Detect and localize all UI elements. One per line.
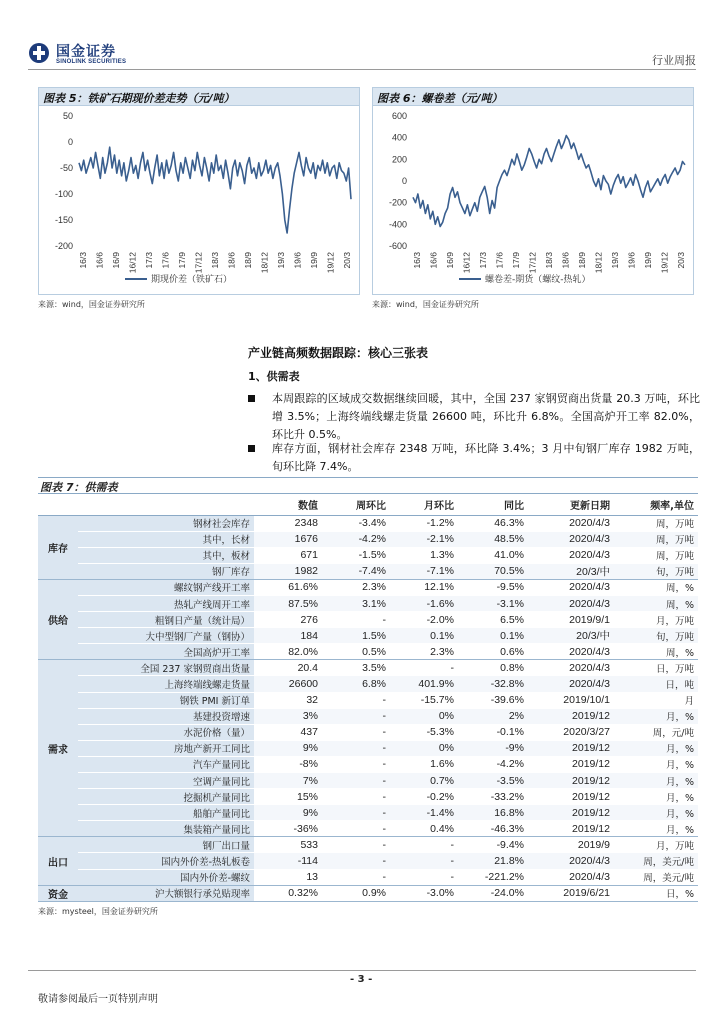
- x-tick-label: 18/9: [243, 252, 253, 269]
- update-date-cell: 2020/4/3: [528, 676, 614, 692]
- value-cell: 437: [254, 724, 322, 740]
- mom-cell: -3.0%: [390, 885, 458, 901]
- table-row: [38, 853, 698, 869]
- x-tick-label: 19/12: [659, 252, 670, 274]
- section-subtitle: 1、供需表: [248, 370, 300, 383]
- mom-cell: 0.1%: [390, 628, 458, 644]
- bullet-text-2: 库存方面，钢材社会库存 2348 万吨，环比降 3.4%；3 月中旬钢厂库存 1982 万吨，旬环比降 7.4%。: [272, 442, 700, 473]
- wow-cell: 2.3%: [322, 579, 390, 595]
- x-tick-label: 18/9: [577, 252, 587, 269]
- legend-label: 期现价差（铁矿石）: [151, 275, 233, 285]
- indicator-name: 粗钢日产量（统计局）: [78, 612, 254, 628]
- x-tick-label: 17/6: [160, 252, 171, 269]
- update-date-cell: 2020/4/3: [528, 515, 614, 531]
- x-tick-label: 17/12: [527, 252, 538, 274]
- frequency-unit-cell: 月，%: [614, 756, 698, 772]
- x-tick-label: 19/3: [610, 252, 620, 269]
- x-tick-label: 18/3: [210, 252, 220, 269]
- x-tick-label: 19/12: [325, 252, 336, 274]
- col-header: 数值: [254, 494, 322, 515]
- value-cell: 276: [254, 612, 322, 628]
- indicator-name: 上海终端线螺走货量: [78, 676, 254, 692]
- mom-cell: -5.3%: [390, 724, 458, 740]
- indicator-name: 其中，长材: [78, 531, 254, 547]
- series-line: [413, 136, 685, 227]
- wow-cell: -: [322, 773, 390, 789]
- value-cell: 184: [254, 628, 322, 644]
- bullet-paragraph-1: [248, 390, 700, 444]
- value-cell: 2348: [254, 515, 322, 531]
- frequency-unit-cell: 旬，万吨: [614, 628, 698, 644]
- wow-cell: 6.8%: [322, 676, 390, 692]
- figure-6-title: 图表 6：螺卷差（元/吨）: [373, 88, 693, 106]
- frequency-unit-cell: 月，%: [614, 773, 698, 789]
- frequency-unit-cell: 周，美元/吨: [614, 853, 698, 869]
- update-date-cell: 2020/4/3: [528, 595, 614, 611]
- col-header: 周环比: [322, 494, 390, 515]
- frequency-unit-cell: 月，万吨: [614, 837, 698, 853]
- table-row: [38, 676, 698, 692]
- table-row: [38, 821, 698, 837]
- x-tick-label: 17/6: [494, 252, 505, 269]
- category-cell: 库存: [38, 515, 78, 579]
- update-date-cell: 2019/9: [528, 837, 614, 853]
- frequency-unit-cell: 周，万吨: [614, 515, 698, 531]
- yoy-cell: 0.8%: [458, 660, 528, 676]
- x-tick-label: 16/12: [461, 252, 472, 274]
- x-tick-label: 17/9: [511, 252, 521, 269]
- frequency-unit-cell: 日，%: [614, 885, 698, 901]
- yoy-cell: -9.4%: [458, 837, 528, 853]
- wow-cell: -: [322, 740, 390, 756]
- mom-cell: -: [390, 837, 458, 853]
- mom-cell: -2.0%: [390, 612, 458, 628]
- mom-cell: 0.4%: [390, 821, 458, 837]
- table-row: [38, 837, 698, 853]
- indicator-name: 水泥价格（量）: [78, 724, 254, 740]
- mom-cell: 0.7%: [390, 773, 458, 789]
- update-date-cell: 2020/4/3: [528, 660, 614, 676]
- value-cell: 61.6%: [254, 579, 322, 595]
- update-date-cell: 2019/12: [528, 805, 614, 821]
- frequency-unit-cell: 周，%: [614, 644, 698, 660]
- update-date-cell: 2020/4/3: [528, 579, 614, 595]
- indicator-name: 钢铁 PMI 新订单: [78, 692, 254, 708]
- mom-cell: -1.6%: [390, 595, 458, 611]
- x-tick-label: 19/3: [276, 252, 286, 269]
- yoy-cell: -39.6%: [458, 692, 528, 708]
- value-cell: 7%: [254, 773, 322, 789]
- table-row: [38, 869, 698, 885]
- table-row: [38, 724, 698, 740]
- value-cell: -36%: [254, 821, 322, 837]
- frequency-unit-cell: 月，%: [614, 805, 698, 821]
- y-tick-label: 0: [67, 137, 73, 147]
- table-row: [38, 773, 698, 789]
- table-row: [38, 531, 698, 547]
- y-tick-label: -50: [59, 163, 73, 173]
- category-cell: 出口: [38, 837, 78, 885]
- x-tick-label: 16/6: [94, 252, 105, 269]
- value-cell: 1676: [254, 531, 322, 547]
- indicator-name: 钢厂出口量: [78, 837, 254, 853]
- y-tick-label: -150: [54, 215, 73, 225]
- update-date-cell: 2020/4/3: [528, 644, 614, 660]
- x-tick-label: 16/3: [78, 252, 88, 269]
- wow-cell: -: [322, 692, 390, 708]
- brand-name-en: SINOLINK SECURITIES: [56, 59, 127, 65]
- category-cell: 供给: [38, 579, 78, 659]
- yoy-cell: -3.5%: [458, 773, 528, 789]
- yoy-cell: 46.3%: [458, 515, 528, 531]
- bullet-paragraph-2: [248, 440, 700, 476]
- update-date-cell: 2019/12: [528, 756, 614, 772]
- value-cell: 20.4: [254, 660, 322, 676]
- yoy-cell: -4.2%: [458, 756, 528, 772]
- wow-cell: 1.5%: [322, 628, 390, 644]
- y-tick-label: -200: [388, 197, 407, 208]
- indicator-name: 钢厂库存: [78, 563, 254, 579]
- y-tick-label: -200: [54, 241, 73, 251]
- value-cell: 9%: [254, 740, 322, 756]
- value-cell: 15%: [254, 789, 322, 805]
- yoy-cell: -9%: [458, 740, 528, 756]
- yoy-cell: -46.3%: [458, 821, 528, 837]
- value-cell: 1982: [254, 563, 322, 579]
- value-cell: 3%: [254, 708, 322, 724]
- table-title: 图表 7：供需表: [38, 477, 698, 494]
- bullet-square-icon: [248, 395, 255, 402]
- value-cell: 671: [254, 547, 322, 563]
- series-line: [79, 147, 351, 233]
- figure-6: [372, 87, 694, 295]
- indicator-name: 基建投资增速: [78, 708, 254, 724]
- indicator-name: 国内外价差-螺纹: [78, 869, 254, 885]
- table-row: [38, 563, 698, 579]
- indicator-name: 汽车产量同比: [78, 756, 254, 772]
- x-tick-label: 19/6: [626, 252, 637, 269]
- indicator-name: 大中型钢厂产量（钢协）: [78, 628, 254, 644]
- mom-cell: -2.1%: [390, 531, 458, 547]
- indicator-name: 挖掘机产量同比: [78, 789, 254, 805]
- frequency-unit-cell: 日，吨: [614, 676, 698, 692]
- update-date-cell: 2020/4/3: [528, 531, 614, 547]
- frequency-unit-cell: 周，万吨: [614, 547, 698, 563]
- mom-cell: 2.3%: [390, 644, 458, 660]
- table-row: [38, 692, 698, 708]
- x-tick-label: 17/12: [193, 252, 204, 274]
- frequency-unit-cell: 日，万吨: [614, 660, 698, 676]
- update-date-cell: 2020/4/3: [528, 869, 614, 885]
- yoy-cell: -33.2%: [458, 789, 528, 805]
- y-tick-label: -600: [388, 241, 407, 251]
- section-title: 产业链高频数据跟踪：核心三张表: [248, 346, 429, 360]
- page-header: [28, 38, 696, 70]
- x-tick-label: 19/9: [309, 252, 319, 269]
- table-header-row: [38, 494, 698, 515]
- table-row: [38, 644, 698, 660]
- table-row: [38, 789, 698, 805]
- col-header: 更新日期: [528, 494, 614, 515]
- yoy-cell: 41.0%: [458, 547, 528, 563]
- mom-cell: -: [390, 660, 458, 676]
- mom-cell: 0%: [390, 708, 458, 724]
- x-tick-label: 16/9: [445, 252, 455, 269]
- table-row: [38, 740, 698, 756]
- frequency-unit-cell: 月，万吨: [614, 612, 698, 628]
- yoy-cell: -221.2%: [458, 869, 528, 885]
- wow-cell: -: [322, 869, 390, 885]
- value-cell: 32: [254, 692, 322, 708]
- update-date-cell: 2019/12: [528, 708, 614, 724]
- yoy-cell: 0.6%: [458, 644, 528, 660]
- update-date-cell: 20/3/中: [528, 628, 614, 644]
- mom-cell: 0%: [390, 740, 458, 756]
- table-row: [38, 885, 698, 901]
- yoy-cell: 48.5%: [458, 531, 528, 547]
- indicator-name: 沪大额银行承兑贴现率: [78, 885, 254, 901]
- update-date-cell: 2020/4/3: [528, 853, 614, 869]
- brand-logo: [28, 38, 178, 68]
- value-cell: 533: [254, 837, 322, 853]
- update-date-cell: 2019/6/21: [528, 885, 614, 901]
- x-tick-label: 18/12: [259, 252, 270, 274]
- wow-cell: 0.5%: [322, 644, 390, 660]
- y-tick-label: 0: [401, 176, 407, 186]
- update-date-cell: 2019/12: [528, 740, 614, 756]
- x-tick-label: 20/3: [342, 252, 352, 269]
- table-row: [38, 595, 698, 611]
- yoy-cell: 6.5%: [458, 612, 528, 628]
- indicator-name: 其中，板材: [78, 547, 254, 563]
- yoy-cell: 70.5%: [458, 563, 528, 579]
- page-number: - 3 -: [350, 974, 373, 985]
- footer-disclaimer: 敬请参阅最后一页特别声明: [38, 994, 158, 1005]
- value-cell: 13: [254, 869, 322, 885]
- value-cell: 87.5%: [254, 595, 322, 611]
- x-tick-label: 16/9: [111, 252, 121, 269]
- yoy-cell: -9.5%: [458, 579, 528, 595]
- update-date-cell: 2019/12: [528, 773, 614, 789]
- bullet-text-1: 本周跟踪的区域成交数据继续回暖，其中，全国 237 家钢贸商出货量 20.3 万吨，环比增 3.5%；上海终端线螺走货量 26600 吨，环比升 6.8%。全国高炉开工率 82.0%，环比升 0.5%。: [272, 392, 700, 441]
- table-row: [38, 579, 698, 595]
- frequency-unit-cell: 月，%: [614, 740, 698, 756]
- y-tick-label: 400: [391, 132, 407, 143]
- value-cell: 82.0%: [254, 644, 322, 660]
- frequency-unit-cell: 周，美元/吨: [614, 869, 698, 885]
- indicator-name: 热轧产线周开工率: [78, 595, 254, 611]
- figure-5-title: 图表 5：铁矿石期现价差走势（元/吨）: [39, 88, 359, 106]
- figure-5-chart: [39, 106, 359, 294]
- bullet-square-icon: [248, 445, 255, 452]
- table-row: [38, 612, 698, 628]
- mom-cell: -1.4%: [390, 805, 458, 821]
- x-tick-label: 20/3: [676, 252, 686, 269]
- mom-cell: -: [390, 853, 458, 869]
- value-cell: -114: [254, 853, 322, 869]
- wow-cell: -3.4%: [322, 515, 390, 531]
- wow-cell: -7.4%: [322, 563, 390, 579]
- y-tick-label: 50: [62, 111, 73, 121]
- indicator-name: 全国高炉开工率: [78, 644, 254, 660]
- value-cell: 9%: [254, 805, 322, 821]
- mom-cell: 401.9%: [390, 676, 458, 692]
- mom-cell: 12.1%: [390, 579, 458, 595]
- wow-cell: -4.2%: [322, 531, 390, 547]
- x-tick-label: 19/6: [292, 252, 303, 269]
- indicator-name: 螺纹钢产线开工率: [78, 579, 254, 595]
- mom-cell: -7.1%: [390, 563, 458, 579]
- footer-divider: [28, 970, 696, 971]
- value-cell: 0.32%: [254, 885, 322, 901]
- update-date-cell: 20/3/中: [528, 563, 614, 579]
- x-tick-label: 17/9: [177, 252, 187, 269]
- mom-cell: -: [390, 869, 458, 885]
- mom-cell: -1.2%: [390, 515, 458, 531]
- mom-cell: 1.6%: [390, 756, 458, 772]
- value-cell: 26600: [254, 676, 322, 692]
- sinolink-logo-icon: [28, 42, 50, 64]
- x-tick-label: 17/3: [144, 252, 154, 269]
- value-cell: -8%: [254, 756, 322, 772]
- update-date-cell: 2020/4/3: [528, 547, 614, 563]
- frequency-unit-cell: 月: [614, 692, 698, 708]
- x-tick-label: 19/9: [643, 252, 653, 269]
- wow-cell: -: [322, 821, 390, 837]
- mom-cell: 1.3%: [390, 547, 458, 563]
- table-row: [38, 660, 698, 676]
- indicator-name: 房地产新开工同比: [78, 740, 254, 756]
- col-header: 同比: [458, 494, 528, 515]
- frequency-unit-cell: 周，%: [614, 595, 698, 611]
- table-row: [38, 756, 698, 772]
- frequency-unit-cell: 月，%: [614, 708, 698, 724]
- legend-label: 螺卷差-期货（螺纹-热轧）: [485, 275, 591, 285]
- table-row: [38, 805, 698, 821]
- brand-name-cn: 国金证券: [56, 44, 116, 60]
- figure-6-chart: [373, 106, 693, 294]
- wow-cell: -: [322, 805, 390, 821]
- yoy-cell: 16.8%: [458, 805, 528, 821]
- wow-cell: -: [322, 612, 390, 628]
- yoy-cell: 0.1%: [458, 628, 528, 644]
- indicator-name: 全国 237 家钢贸商出货量: [78, 660, 254, 676]
- yoy-cell: -3.1%: [458, 595, 528, 611]
- frequency-unit-cell: 周，%: [614, 579, 698, 595]
- report-type: 行业周报: [652, 54, 696, 67]
- update-date-cell: 2019/12: [528, 821, 614, 837]
- yoy-cell: 2%: [458, 708, 528, 724]
- x-tick-label: 16/12: [127, 252, 138, 274]
- indicator-name: 船舶产量同比: [78, 805, 254, 821]
- yoy-cell: -32.8%: [458, 676, 528, 692]
- frequency-unit-cell: 月，%: [614, 821, 698, 837]
- x-tick-label: 16/6: [428, 252, 439, 269]
- wow-cell: -1.5%: [322, 547, 390, 563]
- update-date-cell: 2019/9/1: [528, 612, 614, 628]
- wow-cell: -: [322, 708, 390, 724]
- mom-cell: -15.7%: [390, 692, 458, 708]
- wow-cell: -: [322, 789, 390, 805]
- table-row: [38, 515, 698, 531]
- update-date-cell: 2020/3/27: [528, 724, 614, 740]
- wow-cell: 0.9%: [322, 885, 390, 901]
- update-date-cell: 2019/10/1: [528, 692, 614, 708]
- mom-cell: -0.2%: [390, 789, 458, 805]
- figure-5: [38, 87, 360, 295]
- wow-cell: -: [322, 756, 390, 772]
- frequency-unit-cell: 周，万吨: [614, 531, 698, 547]
- wow-cell: -: [322, 837, 390, 853]
- wow-cell: -: [322, 853, 390, 869]
- table-row: [38, 708, 698, 724]
- x-tick-label: 17/3: [478, 252, 488, 269]
- y-tick-label: 200: [391, 154, 407, 165]
- category-cell: 资金: [38, 885, 78, 901]
- yoy-cell: -24.0%: [458, 885, 528, 901]
- wow-cell: -: [322, 724, 390, 740]
- x-tick-label: 16/3: [412, 252, 422, 269]
- x-tick-label: 18/12: [593, 252, 604, 274]
- supply-demand-table: [38, 494, 698, 902]
- category-cell: 需求: [38, 660, 78, 837]
- yoy-cell: 21.8%: [458, 853, 528, 869]
- supply-demand-table-block: [38, 477, 698, 917]
- wow-cell: 3.5%: [322, 660, 390, 676]
- y-tick-label: 600: [391, 111, 407, 121]
- yoy-cell: -0.1%: [458, 724, 528, 740]
- table-source: 来源：mysteel，国金证券研究所: [38, 906, 158, 916]
- x-tick-label: 18/3: [544, 252, 554, 269]
- frequency-unit-cell: 旬，万吨: [614, 563, 698, 579]
- indicator-name: 集装箱产量同比: [78, 821, 254, 837]
- indicator-name: 国内外价差-热轧板卷: [78, 853, 254, 869]
- frequency-unit-cell: 周，元/吨: [614, 724, 698, 740]
- y-tick-label: -400: [388, 219, 407, 230]
- x-tick-label: 18/6: [226, 252, 237, 269]
- y-tick-label: -100: [54, 189, 73, 199]
- figure-6-source: 来源：wind，国金证券研究所: [372, 300, 479, 309]
- table-row: [38, 547, 698, 563]
- frequency-unit-cell: 月，%: [614, 789, 698, 805]
- indicator-name: 钢材社会库存: [78, 515, 254, 531]
- figure-5-source: 来源：wind，国金证券研究所: [38, 300, 145, 309]
- wow-cell: 3.1%: [322, 595, 390, 611]
- update-date-cell: 2019/12: [528, 789, 614, 805]
- x-tick-label: 18/6: [560, 252, 571, 269]
- table-row: [38, 628, 698, 644]
- col-header: 频率,单位: [614, 494, 698, 515]
- indicator-name: 空调产量同比: [78, 773, 254, 789]
- col-header: 月环比: [390, 494, 458, 515]
